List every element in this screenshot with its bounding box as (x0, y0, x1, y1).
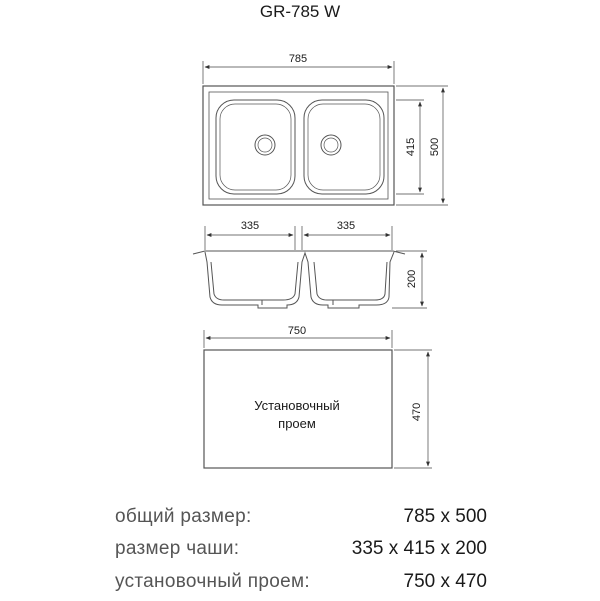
bowl-depth-label: 200 (406, 269, 418, 289)
cutout-height-label: 470 (411, 402, 423, 422)
spec-label: размер чаши: (115, 538, 240, 559)
spec-value: 335 x 415 x 200 (351, 538, 487, 559)
cutout-caption-line1: Установочный (254, 398, 340, 413)
bowl-length-label: 415 (405, 137, 417, 157)
overall-height-label: 500 (429, 137, 441, 157)
spec-value: 785 x 500 (403, 506, 487, 527)
spec-label: установочный проем: (115, 571, 310, 592)
cutout-width-label: 750 (287, 325, 307, 337)
product-title: GR-785 W (259, 2, 341, 21)
left-bowl-width-label: 335 (240, 220, 260, 232)
right-bowl (304, 100, 384, 194)
section-view (193, 251, 405, 308)
cutout-caption-line2: проем (278, 416, 316, 431)
section-view-dimensions (205, 226, 427, 308)
spec-value: 750 x 470 (403, 571, 487, 592)
overall-width-label: 785 (288, 53, 308, 65)
spec-label: общий размер: (115, 506, 252, 527)
top-view (203, 86, 394, 205)
right-bowl-width-label: 335 (336, 220, 356, 232)
top-view-dimensions (203, 61, 448, 205)
